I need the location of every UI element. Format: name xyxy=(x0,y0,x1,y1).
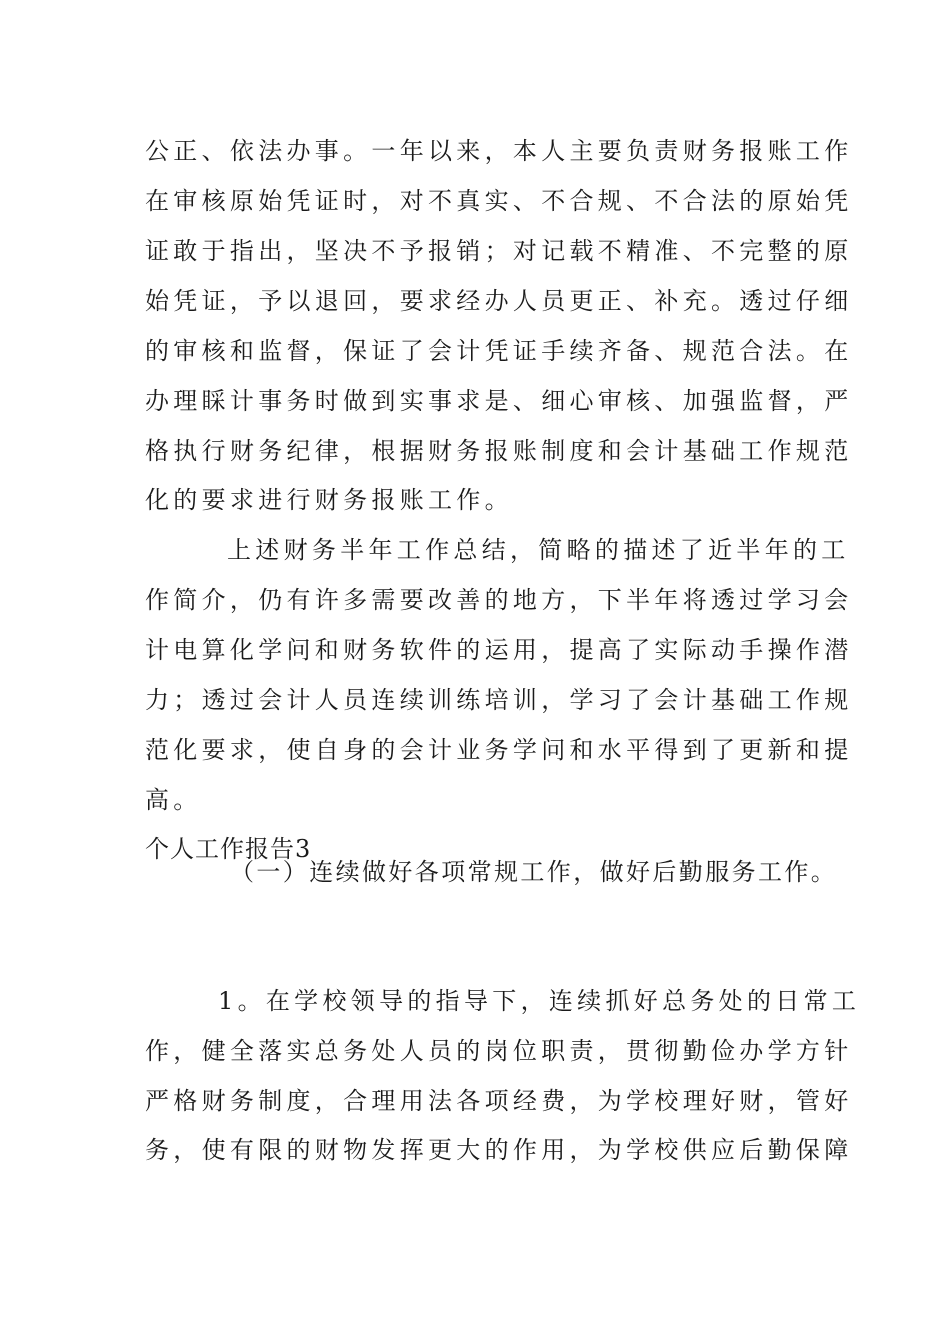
paragraph-2-line-3: 计电算化学问和财务软件的运用，提高了实际动手操作潜 xyxy=(145,636,853,664)
paragraph-1-line-4: 始凭证，予以退回，要求经办人员更正、补充。透过仔细 xyxy=(145,287,853,315)
paragraph-2-line-6: 高。 xyxy=(145,786,202,814)
paragraph-1-line-1: 公正、依法办事。一年以来，本人主要负责财务报账工作 xyxy=(145,137,853,165)
paragraph-1-line-6: 办理睬计事务时做到实事求是、细心审核、加强监督，严 xyxy=(145,387,853,415)
paragraph-1-line-8: 化的要求进行财务报账工作。 xyxy=(145,486,513,514)
paragraph-1-line-7: 格执行财务纪律，根据财务报账制度和会计基础工作规范 xyxy=(145,437,853,465)
section-heading: 个人工作报告3 xyxy=(145,835,312,863)
paragraph-1-line-3: 证敢于指出，坚决不予报销；对记载不精准、不完整的原 xyxy=(145,237,853,265)
paragraph-1-line-2: 在审核原始凭证时，对不真实、不合规、不合法的原始凭 xyxy=(145,187,853,215)
paragraph-3-line-1: 1。在学校领导的指导下，连续抓好总务处的日常工 xyxy=(218,987,861,1015)
paragraph-1-line-5: 的审核和监督，保证了会计凭证手续齐备、规范合法。在 xyxy=(145,337,853,365)
paragraph-2-line-5: 范化要求，使自身的会计业务学问和水平得到了更新和提 xyxy=(145,736,853,764)
paragraph-3-line-3: 严格财务制度，合理用法各项经费，为学校理好财，管好 xyxy=(145,1087,853,1115)
paragraph-2-line-2: 作简介，仍有许多需要改善的地方，下半年将透过学习会 xyxy=(145,586,853,614)
subheading: （一）连续做好各项常规工作，做好后勤服务工作。 xyxy=(230,858,838,886)
paragraph-2-line-1: 上述财务半年工作总结，简略的描述了近半年的工 xyxy=(227,536,850,564)
paragraph-3-line-4: 务，使有限的财物发挥更大的作用，为学校供应后勤保障 xyxy=(145,1136,853,1164)
paragraph-2-line-4: 力；透过会计人员连续训练培训，学习了会计基础工作规 xyxy=(145,686,853,714)
paragraph-3-line-2: 作，健全落实总务处人员的岗位职责，贯彻勤俭办学方针 xyxy=(145,1037,853,1065)
